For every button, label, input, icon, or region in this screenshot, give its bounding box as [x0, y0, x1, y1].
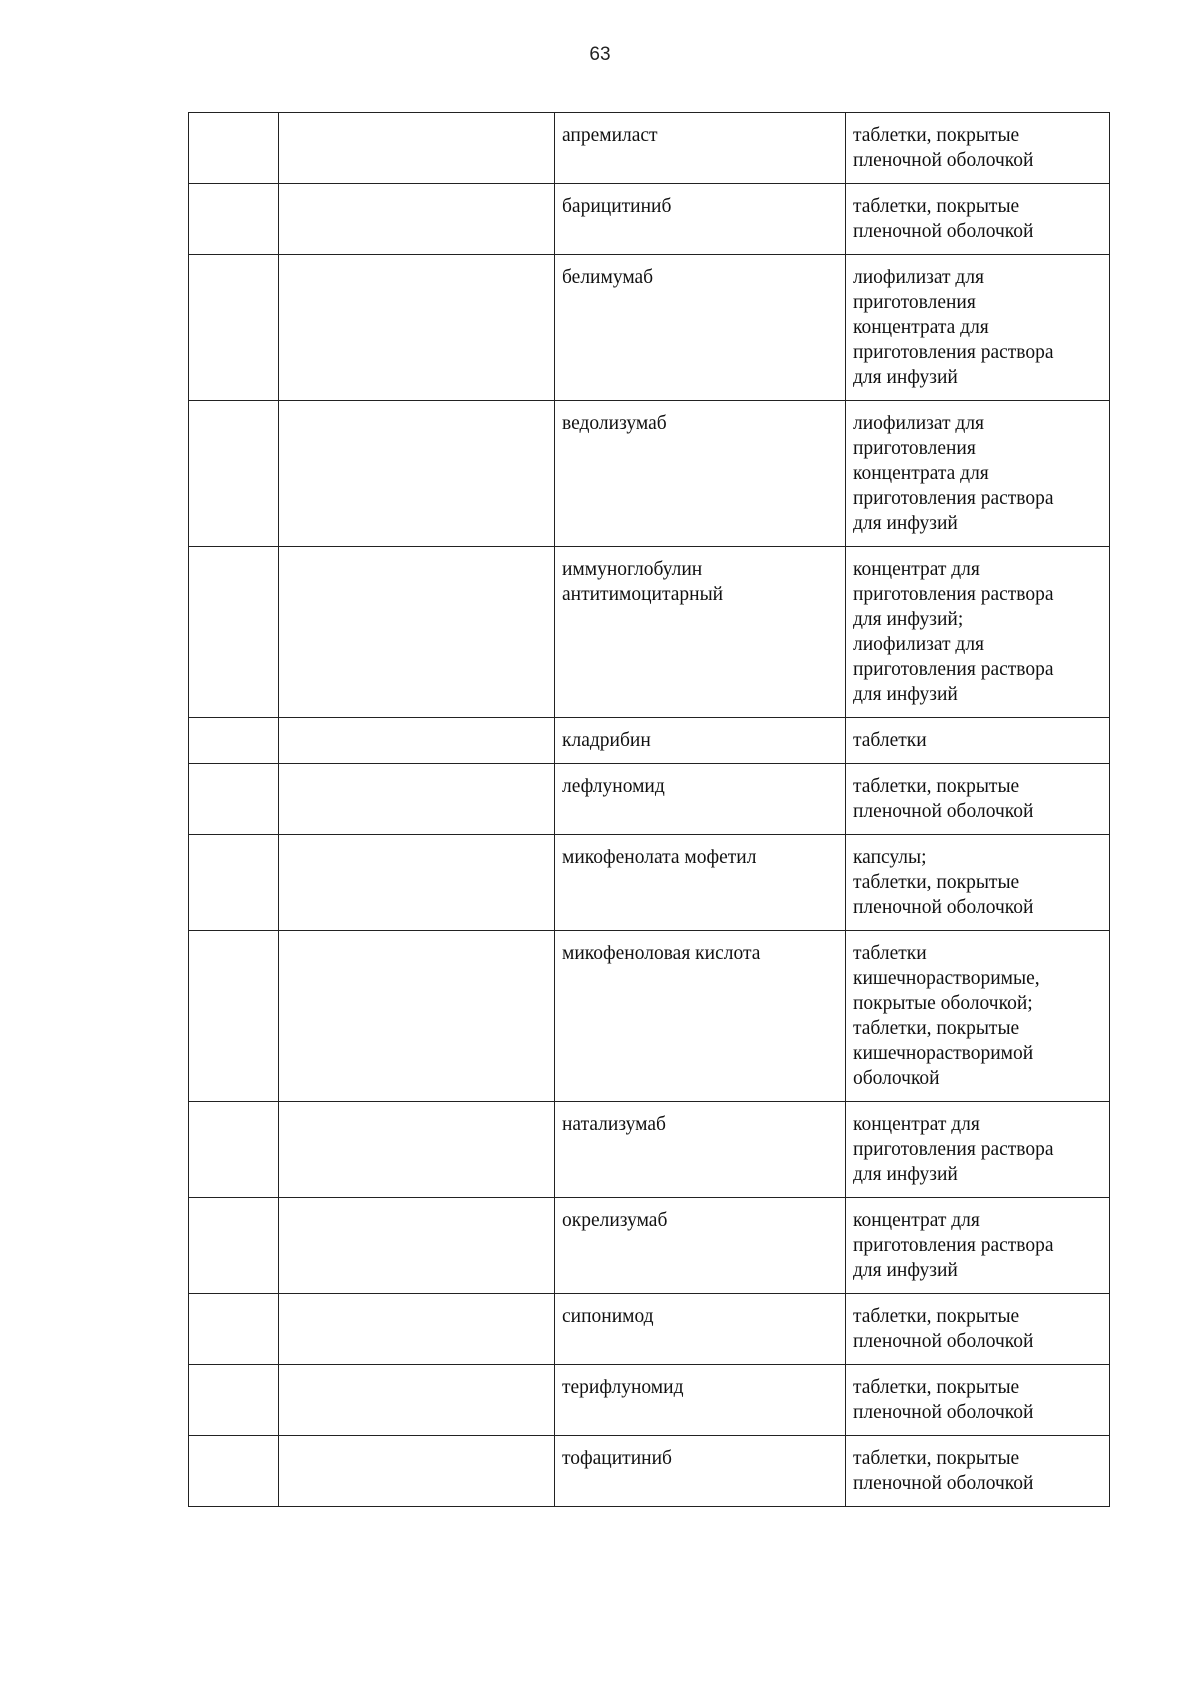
drug-name-cell: микофенолата мофетил [555, 835, 846, 931]
empty-cell [189, 718, 279, 764]
dosage-form-cell: таблетки, покрытые пленочной оболочкой [846, 1294, 1110, 1365]
empty-cell [279, 184, 555, 255]
drug-name-cell: окрелизумаб [555, 1198, 846, 1294]
dosage-form-cell: таблетки [846, 718, 1110, 764]
table-row [189, 718, 1110, 764]
table-row [189, 255, 1110, 401]
table-row [189, 547, 1110, 718]
empty-cell [189, 931, 279, 1102]
dosage-form-cell: капсулы; таблетки, покрытые пленочной оболочкой [846, 835, 1110, 931]
empty-cell [189, 1102, 279, 1198]
dosage-form-cell: концентрат для приготовления раствора для инфузий [846, 1102, 1110, 1198]
table-row [189, 113, 1110, 184]
empty-cell [189, 1294, 279, 1365]
empty-cell [279, 401, 555, 547]
empty-cell [279, 1198, 555, 1294]
table-row [189, 764, 1110, 835]
table-row [189, 1294, 1110, 1365]
drug-name-cell: сипонимод [555, 1294, 846, 1365]
drug-name-cell: барицитиниб [555, 184, 846, 255]
empty-cell [279, 255, 555, 401]
empty-cell [189, 401, 279, 547]
drug-table-body [189, 113, 1110, 1507]
dosage-form-cell: лиофилизат для приготовления концентрата для приготовления раствора для инфузий [846, 255, 1110, 401]
empty-cell [279, 1365, 555, 1436]
drug-name-cell: тофацитиниб [555, 1436, 846, 1507]
drug-table [188, 112, 1110, 1507]
table-row [189, 1365, 1110, 1436]
drug-name-cell: ведолизумаб [555, 401, 846, 547]
dosage-form-cell: таблетки, покрытые пленочной оболочкой [846, 184, 1110, 255]
dosage-form-cell: таблетки кишечнорастворимые, покрытые оболочкой; таблетки, покрытые кишечнорастворимой оболочкой [846, 931, 1110, 1102]
drug-name-cell: натализумаб [555, 1102, 846, 1198]
drug-name-cell: терифлуномид [555, 1365, 846, 1436]
dosage-form-cell: таблетки, покрытые пленочной оболочкой [846, 113, 1110, 184]
empty-cell [189, 764, 279, 835]
empty-cell [189, 1365, 279, 1436]
table-row [189, 184, 1110, 255]
dosage-form-cell: таблетки, покрытые пленочной оболочкой [846, 764, 1110, 835]
table-row [189, 1436, 1110, 1507]
table-row [189, 835, 1110, 931]
drug-name-cell: микофеноловая кислота [555, 931, 846, 1102]
dosage-form-cell: таблетки, покрытые пленочной оболочкой [846, 1365, 1110, 1436]
empty-cell [189, 255, 279, 401]
empty-cell [279, 718, 555, 764]
empty-cell [189, 1436, 279, 1507]
empty-cell [279, 835, 555, 931]
table-row [189, 931, 1110, 1102]
empty-cell [279, 764, 555, 835]
drug-name-cell: лефлуномид [555, 764, 846, 835]
table-row [189, 1198, 1110, 1294]
empty-cell [189, 184, 279, 255]
empty-cell [189, 113, 279, 184]
dosage-form-cell: концентрат для приготовления раствора для инфузий [846, 1198, 1110, 1294]
empty-cell [189, 547, 279, 718]
empty-cell [189, 835, 279, 931]
table-row [189, 401, 1110, 547]
page-number: 63 [589, 44, 611, 65]
dosage-form-cell: концентрат для приготовления раствора для инфузий; лиофилизат для приготовления раствора для инфузий [846, 547, 1110, 718]
empty-cell [279, 1436, 555, 1507]
drug-name-cell: апремиласт [555, 113, 846, 184]
empty-cell [279, 1294, 555, 1365]
empty-cell [189, 1198, 279, 1294]
empty-cell [279, 931, 555, 1102]
dosage-form-cell: лиофилизат для приготовления концентрата для приготовления раствора для инфузий [846, 401, 1110, 547]
drug-name-cell: кладрибин [555, 718, 846, 764]
dosage-form-cell: таблетки, покрытые пленочной оболочкой [846, 1436, 1110, 1507]
table-row [189, 1102, 1110, 1198]
empty-cell [279, 1102, 555, 1198]
empty-cell [279, 113, 555, 184]
drug-name-cell: белимумаб [555, 255, 846, 401]
drug-name-cell: иммуноглобулин антитимоцитарный [555, 547, 846, 718]
empty-cell [279, 547, 555, 718]
